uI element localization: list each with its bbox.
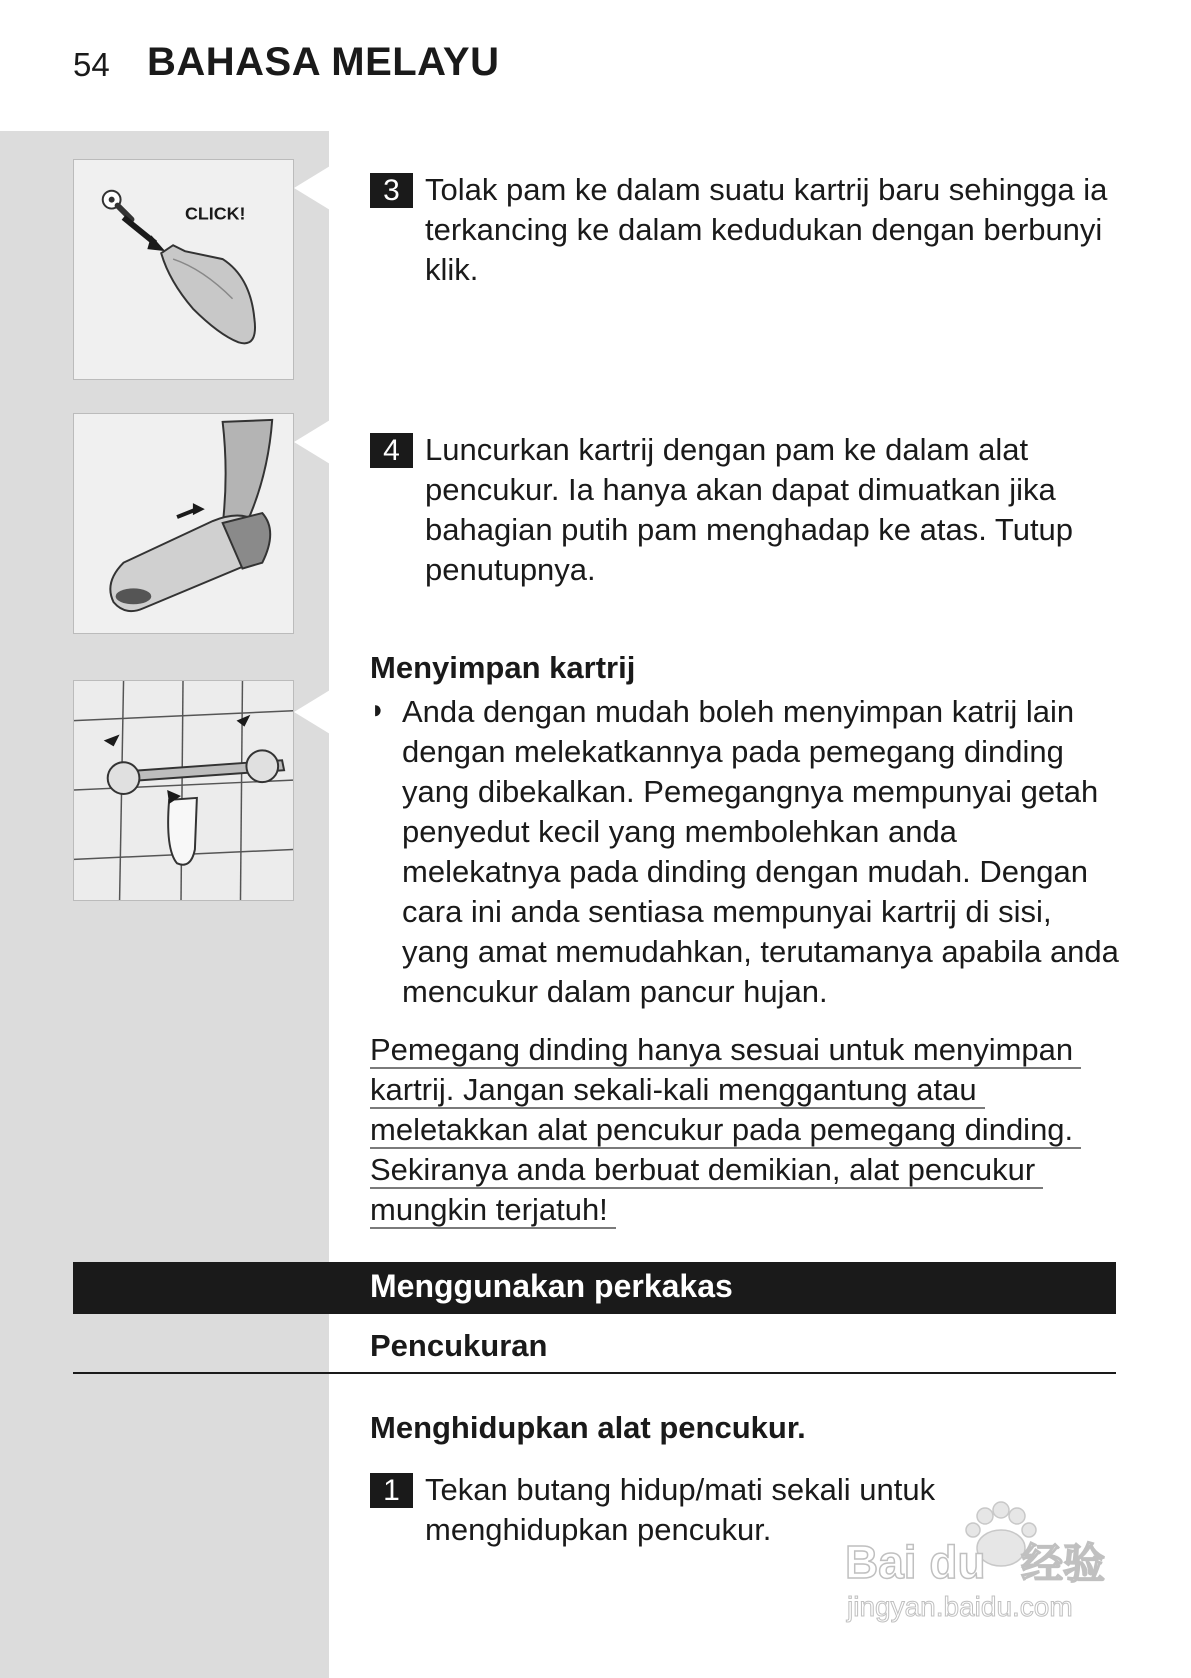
illustration-pointer [294,166,330,210]
bullet-text: Anda dengan mudah boleh menyimpan katrij lain dengan melekatkannya pada pemegang dinding yang dibekalkan. Pemegangnya mempunyai getah penyedut kecil yang membolehkan anda melekatnya pada dinding dengan mudah. Dengan cara ini anda sentiasa mempunyai kartrij di sisi, yang amat memudahkan, terutamanya apabila anda mencukur dalam pancur hujan. [402,694,1119,1009]
subheading-shaving: Pencukuran [370,1328,548,1363]
subsubheading-switch-on: Menghidupkan alat pencukur. [370,1410,806,1445]
illustration-shaver-insert [73,413,294,634]
step-text: Tekan butang hidup/mati sekali untuk menghidupkan pencukur. [425,1472,936,1547]
warning-line: Pemegang dinding hanya sesuai untuk menyimpan [370,1032,1081,1069]
illustration-wall-holder [73,680,294,901]
warning-line: Sekiranya anda berbuat demikian, alat pencukur [370,1152,1043,1189]
step-number-badge: 1 [370,1473,413,1508]
baidu-watermark [845,1494,1125,1634]
step-4 [370,430,1120,590]
step-number-badge: 4 [370,433,413,468]
page-number: 54 [73,46,110,83]
step-text: Tolak pam ke dalam suatu kartrij baru sehingga ia terkancing ke dalam kedudukan dengan berbunyi klik. [425,172,1108,287]
click-label: CLICK! [184,203,246,224]
warning-line: meletakkan alat pencukur pada pemegang dinding. [370,1112,1081,1149]
watermark-brand: Bai du [845,1536,986,1588]
storage-warning [370,1030,1120,1230]
step-number-badge: 3 [370,173,413,208]
storage-bullet [370,692,1120,1012]
section-title: Menggunakan perkakas [370,1268,733,1304]
watermark-cn: 经验 [1021,1539,1106,1588]
storage-heading: Menyimpan kartrij [370,650,636,685]
step-text: Luncurkan kartrij dengan pam ke dalam alat pencukur. Ia hanya akan dapat dimuatkan jika bahagian putih pam menghadap ke atas. Tutup penutupnya. [425,432,1074,587]
bullet-marker-icon: ◗ [370,694,386,724]
watermark-url: jingyan.baidu.com [847,1591,1073,1622]
illustration-pump-cartridge [73,159,294,380]
illustration-pointer [294,690,330,734]
illustration-pointer [294,420,330,464]
warning-line: mungkin terjatuh! [370,1192,616,1229]
warning-line: kartrij. Jangan sekali-kali menggantung atau [370,1072,985,1109]
divider [73,1372,1116,1374]
step-3 [370,170,1120,290]
page-language-title: BAHASA MELAYU [147,40,500,84]
